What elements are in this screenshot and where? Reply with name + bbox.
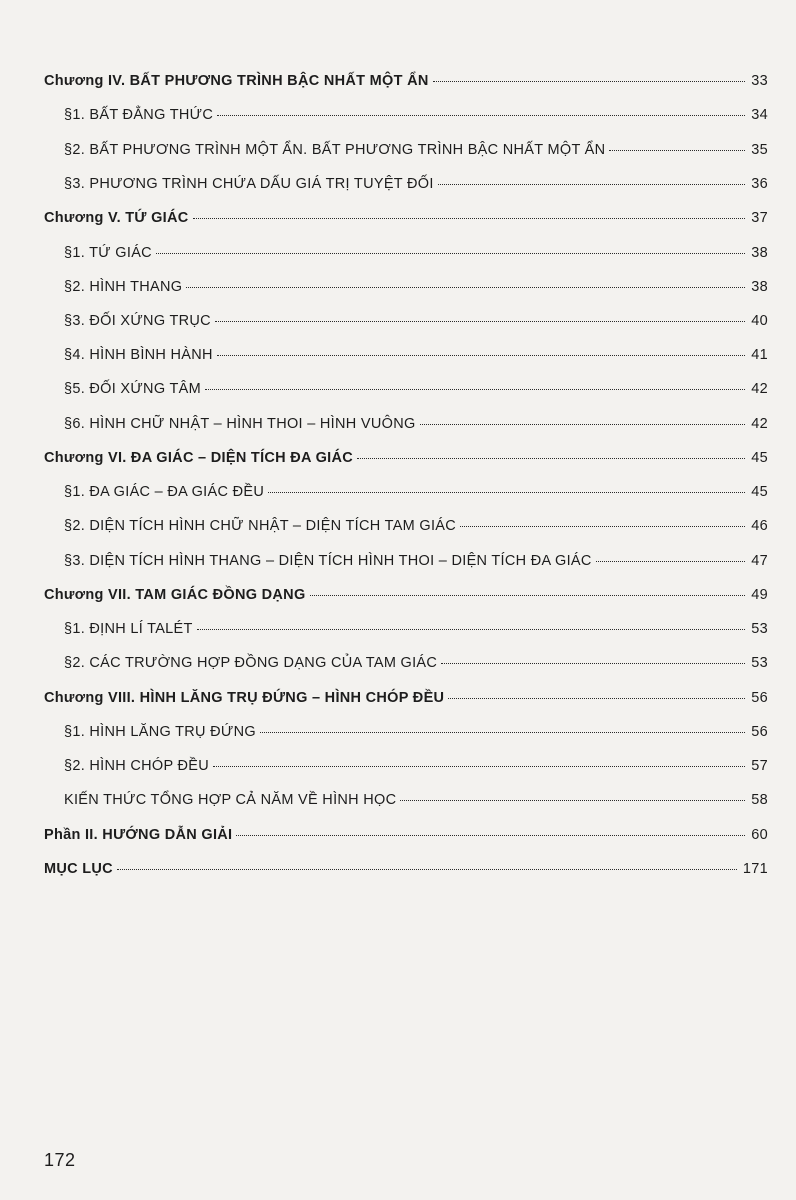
dot-leader — [438, 184, 746, 185]
dot-leader — [596, 561, 746, 562]
toc-entry-title: §2. CÁC TRƯỜNG HỢP ĐỒNG DẠNG CỦA TAM GIÁC — [64, 655, 438, 671]
dot-leader — [441, 663, 745, 664]
dot-leader — [213, 766, 745, 767]
toc-entry-title: MỤC LỤC — [44, 861, 113, 877]
dot-leader — [217, 115, 745, 116]
toc-entry-page: 34 — [751, 107, 768, 123]
dot-leader — [260, 732, 745, 733]
dot-leader — [205, 389, 745, 390]
toc-chapter-entry[interactable] — [44, 587, 768, 609]
toc-section-entry[interactable] — [64, 655, 768, 677]
toc-entry-page: 45 — [751, 484, 768, 500]
toc-entry-page: 38 — [751, 279, 768, 295]
toc-section-entry[interactable] — [64, 553, 768, 575]
toc-entry-title: §3. ĐỐI XỨNG TRỤC — [64, 313, 211, 329]
toc-entry-title: §3. PHƯƠNG TRÌNH CHỨA DẤU GIÁ TRỊ TUYỆT ĐỐI — [64, 176, 434, 192]
toc-entry-page: 35 — [751, 142, 768, 158]
toc-entry-page: 53 — [751, 621, 768, 637]
toc-entry-page: 60 — [751, 827, 768, 843]
toc-entry-page: 57 — [751, 758, 768, 774]
toc-chapter-entry[interactable] — [44, 827, 768, 849]
toc-section-entry[interactable] — [64, 381, 768, 403]
toc-entry-page: 47 — [751, 553, 768, 569]
toc-entry-title: §1. HÌNH LĂNG TRỤ ĐỨNG — [64, 724, 256, 740]
toc-entry-title: Chương V. TỨ GIÁC — [44, 210, 189, 226]
toc-entry-title: Chương VII. TAM GIÁC ĐỒNG DẠNG — [44, 587, 306, 603]
toc-entry-page: 53 — [751, 655, 768, 671]
toc-chapter-entry[interactable] — [44, 450, 768, 472]
toc-entry-page: 37 — [751, 210, 768, 226]
toc-section-entry[interactable] — [64, 176, 768, 198]
toc-section-entry[interactable] — [64, 347, 768, 369]
toc-entry-title: §5. ĐỐI XỨNG TÂM — [64, 381, 201, 397]
toc-section-entry[interactable] — [64, 518, 768, 540]
toc-entry-title: Chương VI. ĐA GIÁC – DIỆN TÍCH ĐA GIÁC — [44, 450, 354, 466]
toc-section-entry[interactable] — [64, 107, 768, 129]
toc-entry-page: 40 — [751, 313, 768, 329]
toc-entry-title: §1. BẤT ĐẲNG THỨC — [64, 107, 214, 123]
toc-section-entry[interactable] — [64, 758, 768, 780]
dot-leader — [236, 835, 745, 836]
toc-section-entry[interactable] — [64, 792, 768, 814]
toc-entry-title: §2. HÌNH THANG — [64, 279, 183, 295]
toc-chapter-entry[interactable] — [44, 861, 768, 883]
dot-leader — [117, 869, 737, 870]
toc-section-entry[interactable] — [64, 724, 768, 746]
toc-entry-title: Phần II. HƯỚNG DẪN GIẢI — [44, 827, 233, 843]
toc-entry-title: §1. ĐA GIÁC – ĐA GIÁC ĐỀU — [64, 484, 265, 500]
toc-entry-title: §1. ĐỊNH LÍ TALÉT — [64, 621, 193, 637]
toc-entry-title: §4. HÌNH BÌNH HÀNH — [64, 347, 213, 363]
dot-leader — [310, 595, 746, 596]
dot-leader — [400, 800, 745, 801]
dot-leader — [197, 629, 746, 630]
toc-entry-title: §2. BẤT PHƯƠNG TRÌNH MỘT ẨN. BẤT PHƯƠNG TRÌNH BẬC NHẤT MỘT ẨN — [64, 142, 606, 158]
dot-leader — [609, 150, 745, 151]
toc-section-entry[interactable] — [64, 416, 768, 438]
dot-leader — [448, 698, 745, 699]
toc-entry-title: §6. HÌNH CHỮ NHẬT – HÌNH THOI – HÌNH VUÔNG — [64, 416, 416, 432]
dot-leader — [460, 526, 745, 527]
toc-entry-page: 46 — [751, 518, 768, 534]
dot-leader — [215, 321, 745, 322]
toc-entry-title: §1. TỨ GIÁC — [64, 245, 152, 261]
toc-entry-page: 49 — [751, 587, 768, 603]
dot-leader — [156, 253, 745, 254]
page-number: 172 — [44, 1150, 76, 1170]
dot-leader — [186, 287, 745, 288]
toc-entry-page: 38 — [751, 245, 768, 261]
toc-chapter-entry[interactable] — [44, 690, 768, 712]
dot-leader — [420, 424, 746, 425]
toc-chapter-entry[interactable] — [44, 210, 768, 232]
toc-entry-title: §2. HÌNH CHÓP ĐỀU — [64, 758, 210, 774]
toc-section-entry[interactable] — [64, 142, 768, 164]
toc-chapter-entry[interactable] — [44, 73, 768, 95]
toc-entry-page: 171 — [742, 861, 768, 877]
toc-section-entry[interactable] — [64, 484, 768, 506]
toc-entry-title: §2. DIỆN TÍCH HÌNH CHỮ NHẬT – DIỆN TÍCH TAM GIÁC — [64, 518, 457, 534]
toc-entry-title: KIẾN THỨC TỔNG HỢP CẢ NĂM VỀ HÌNH HỌC — [64, 792, 397, 808]
toc-entry-page: 41 — [751, 347, 768, 363]
toc-entry-page: 42 — [751, 416, 768, 432]
toc-section-entry[interactable] — [64, 245, 768, 267]
toc-entry-page: 36 — [751, 176, 768, 192]
toc-entry-title: §3. DIỆN TÍCH HÌNH THANG – DIỆN TÍCH HÌNH THOI – DIỆN TÍCH ĐA GIÁC — [64, 553, 592, 569]
toc-section-entry[interactable] — [64, 621, 768, 643]
toc-entry-page: 56 — [751, 724, 768, 740]
toc-entry-page: 42 — [751, 381, 768, 397]
toc-entry-page: 56 — [751, 690, 768, 706]
toc-entry-page: 45 — [751, 450, 768, 466]
dot-leader — [193, 218, 746, 219]
toc-section-entry[interactable] — [64, 313, 768, 335]
toc-entry-title: Chương VIII. HÌNH LĂNG TRỤ ĐỨNG – HÌNH CHÓP ĐỀU — [44, 690, 445, 706]
toc-entry-page: 58 — [751, 792, 768, 808]
dot-leader — [217, 355, 745, 356]
toc-section-entry[interactable] — [64, 279, 768, 301]
dot-leader — [268, 492, 745, 493]
toc-entry-title: Chương IV. BẤT PHƯƠNG TRÌNH BẬC NHẤT MỘT ẨN — [44, 73, 429, 89]
dot-leader — [433, 81, 746, 82]
toc-entry-page: 33 — [751, 73, 768, 89]
dot-leader — [357, 458, 745, 459]
